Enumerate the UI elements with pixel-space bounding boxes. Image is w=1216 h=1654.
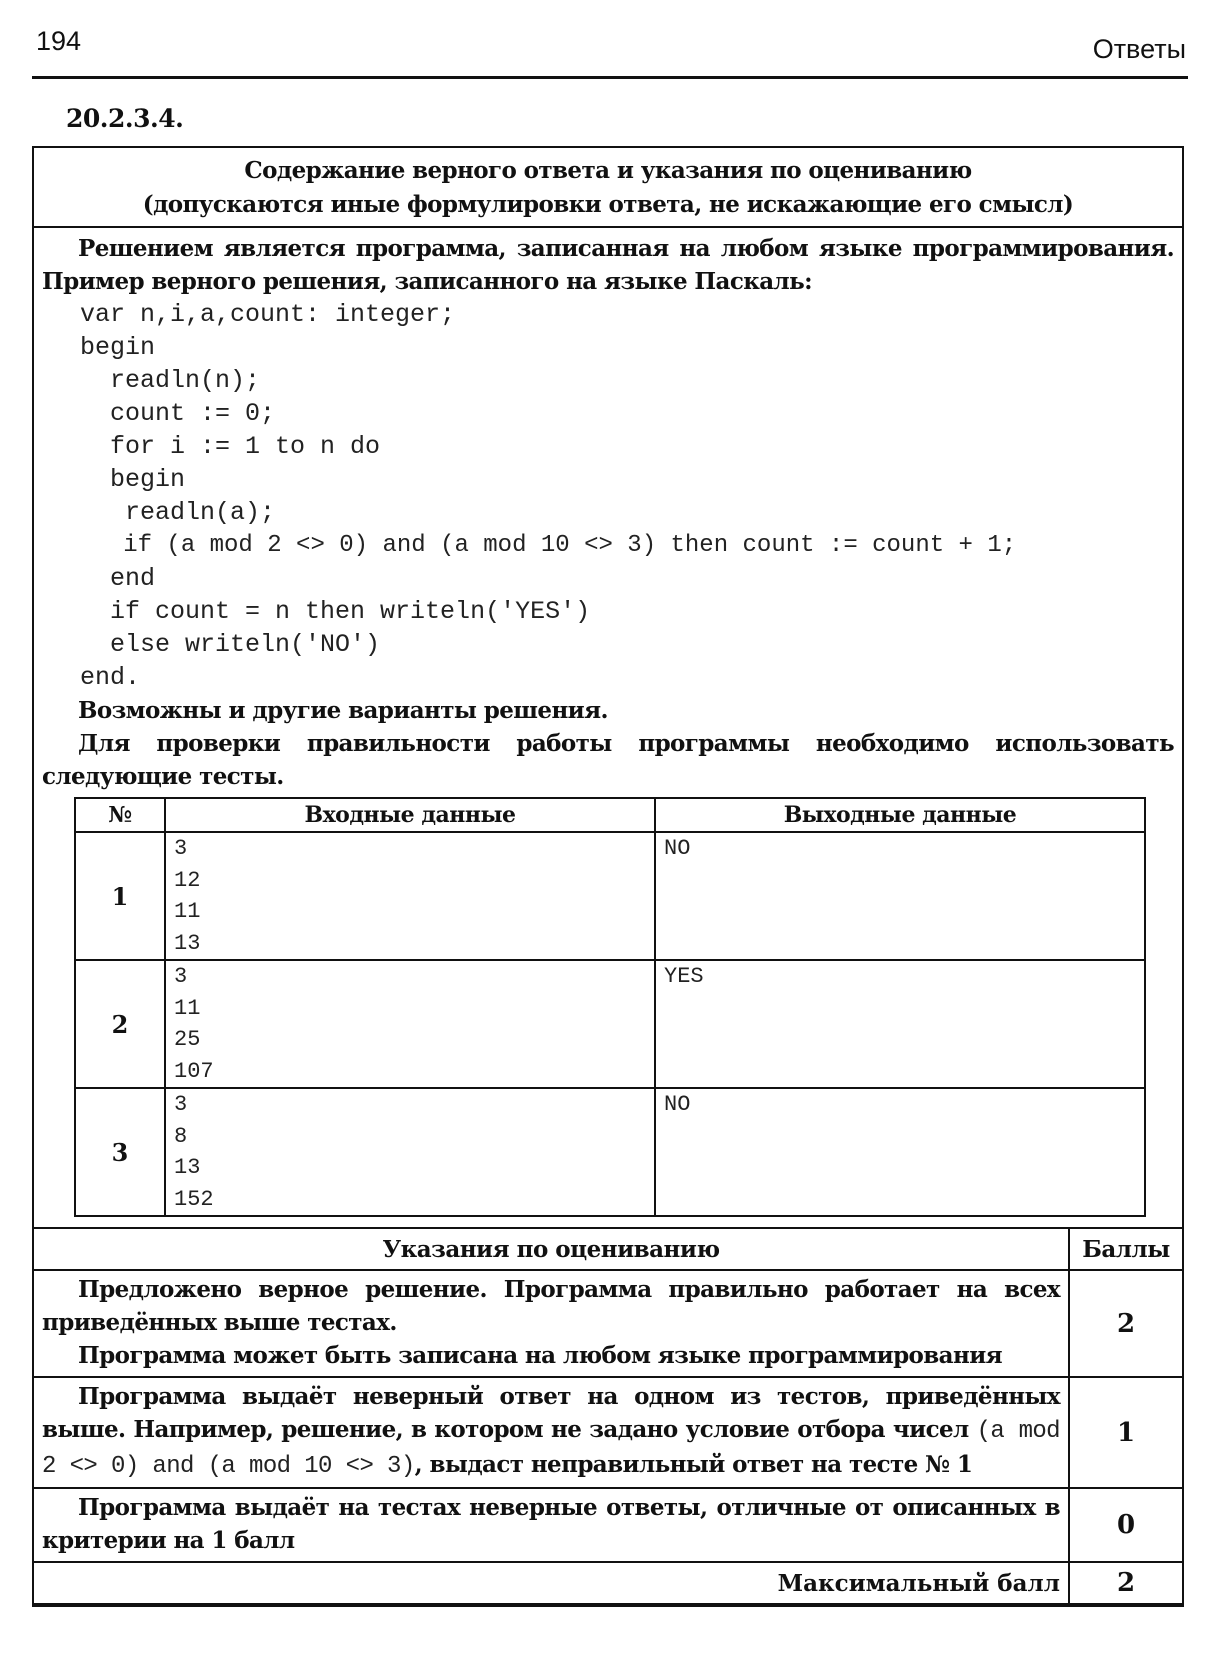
other-variants-note: Возможны и другие варианты решения. [78,697,608,724]
table-row [75,1088,1145,1216]
page-number: 194 [36,26,82,56]
output-value: YES [664,964,704,989]
max-score-row [33,1562,1183,1604]
test-input [165,960,655,1088]
test-output [655,832,1145,960]
input-value: 25 [174,1027,201,1052]
input-value: 13 [174,930,201,956]
input-value: 3 [174,1092,188,1117]
frame-header [34,148,1182,228]
column-header-criteria: Указания по оцениванию [33,1228,1069,1270]
frame-header-subtitle: (допускаются иные формулировки ответа, не искажающие его смысл) [142,191,1074,218]
code-line: count := 0; [80,399,276,428]
frame-header-title: Содержание верного ответа и указания по оцениванию [244,157,972,184]
code-line: readln(a); [80,498,276,527]
table-row [75,832,1145,960]
column-header-output: Выходные данные [655,798,1145,832]
tests-table [74,797,1146,1217]
input-value: 3 [174,964,188,989]
input-value: 11 [174,995,201,1021]
code-line: begin [80,333,156,362]
code-line: readln(n); [80,366,261,395]
table-row [75,960,1145,1088]
criterion-paragraph: Программа может быть записана на любом языке программирования [78,1342,1003,1369]
output-value: NO [664,1092,691,1117]
code-line: end [80,564,156,593]
criterion-paragraph [42,1380,1060,1483]
column-header-number: № [75,798,165,832]
frame-body [34,228,1182,1605]
test-input [165,1088,655,1216]
criterion-text [33,1270,1069,1377]
input-value: 3 [174,836,188,861]
criterion-text [33,1377,1069,1488]
input-value: 152 [174,1186,214,1212]
criterion-points: 2 [1069,1270,1183,1377]
criterion-text-after: , выдаст неправильный ответ на тесте № 1 [414,1451,973,1478]
code-line: if count = n then writeln('YES') [80,597,591,626]
input-value: 8 [174,1123,188,1149]
criterion-text [33,1488,1069,1562]
header-rule [32,76,1188,79]
column-header-input: Входные данные [165,798,655,832]
criterion-points: 1 [1069,1377,1183,1488]
code-listing [42,298,1174,694]
column-header-points: Баллы [1069,1228,1183,1270]
input-value: 11 [174,899,201,924]
max-score-label: Максимальный балл [33,1562,1069,1604]
input-value: 12 [174,867,201,893]
grading-table [32,1227,1184,1605]
max-score-value: 2 [1069,1562,1183,1604]
criterion-code: (a mod 2 <> 0) and (a mod 10 <> 3) [42,1418,1060,1480]
test-number: 2 [75,960,165,1088]
code-line: for i := 1 to n do [80,432,381,461]
criterion-text-before: Программа выдаёт неверный ответ на одном из тестов, приведённых выше. Например, решение, в котором не задано условие отбора чисел [42,1383,1060,1443]
test-number: 1 [75,832,165,960]
solution-intro: Решением является программа, записанная на любом языке программирования. Пример верного решения, записанного на языке Паскаль: [42,235,1174,295]
code-line: if (a mod 2 <> 0) and (a mod 10 <> 3) then count := count + 1; [80,532,1017,559]
table-row [33,1270,1183,1377]
table-row [33,1377,1183,1488]
criterion-points: 0 [1069,1488,1183,1562]
code-line: begin [80,465,186,494]
input-value: 13 [174,1155,201,1180]
test-input [165,832,655,960]
code-line: else writeln('NO') [80,630,381,659]
grading-table-header [33,1228,1183,1270]
output-value: NO [664,836,691,861]
table-row [33,1488,1183,1562]
test-output [655,1088,1145,1216]
input-value: 107 [174,1058,214,1084]
answer-frame [32,146,1184,1607]
criterion-paragraph: Предложено верное решение. Программа правильно работает на всех приведённых выше тестах. [42,1276,1060,1336]
criterion-paragraph: Программа выдаёт на тестах неверные ответы, отличные от описанных в критерии на 1 балл [42,1494,1060,1554]
code-line: end. [80,663,141,692]
tests-table-header [75,798,1145,832]
code-line: var n,i,a,count: integer; [80,300,456,329]
test-output [655,960,1145,1088]
running-head: Ответы [1092,34,1186,64]
test-number: 3 [75,1088,165,1216]
tests-intro: Для проверки правильности работы программы необходимо использовать следующие тесты. [42,730,1174,790]
task-number: 20.2.3.4. [66,104,184,133]
